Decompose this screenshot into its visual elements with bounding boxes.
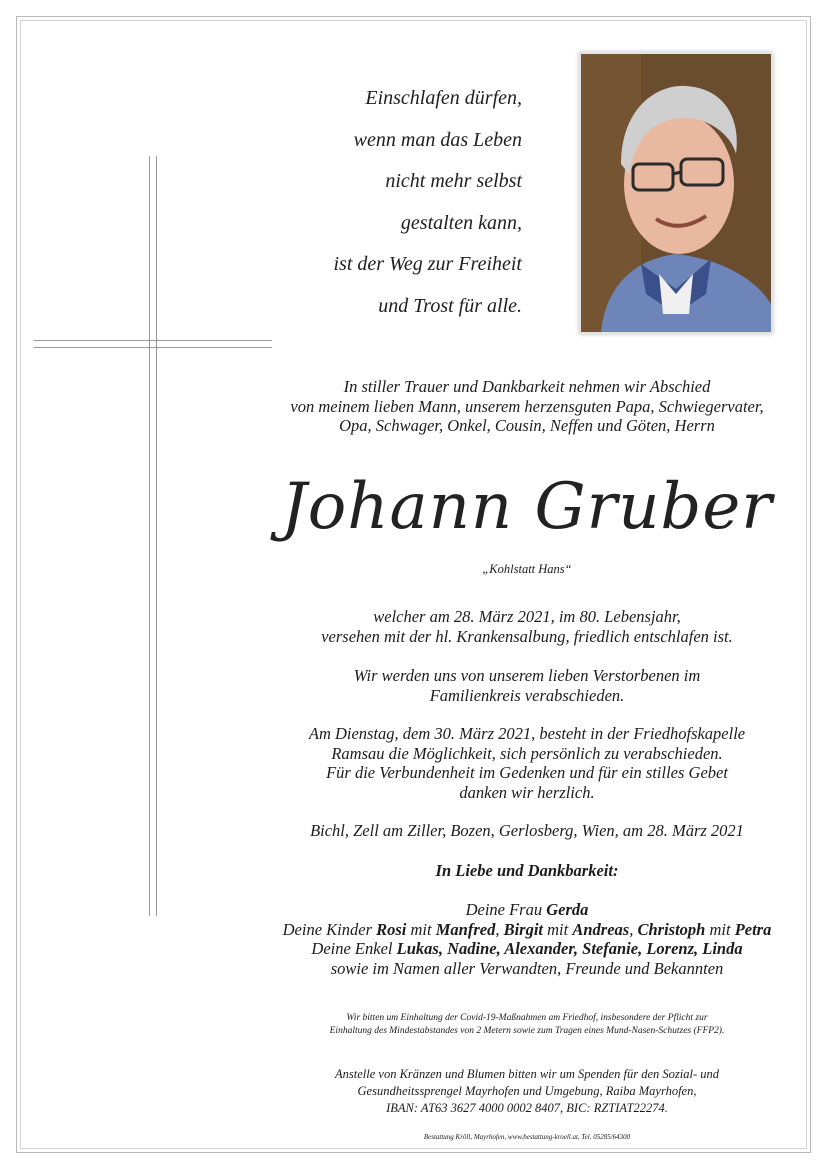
place-and-date: Bichl, Zell am Ziller, Bozen, Gerlosberg, Wien, am 28. März 2021: [310, 821, 744, 840]
death-notice-line: welcher am 28. März 2021, im 80. Lebensjahr,: [373, 607, 681, 626]
grandchildren-line: Deine Enkel Lukas, Nadine, Alexander, Stefanie, Lorenz, Linda: [311, 939, 743, 958]
separator: ,: [629, 919, 638, 939]
covid-line: Wir bitten um Einhaltung der Covid-19-Maßnahmen am Friedhof, insbesondere der Pflicht zur: [346, 1013, 708, 1023]
children-prefix: Deine Kinder: [282, 919, 377, 939]
intro-line: Opa, Schwager, Onkel, Cousin, Neffen und Göten, Herrn: [339, 416, 715, 435]
funeral-home-footer: Bestattung Kröll, Mayrhofen, www.bestattung-kroell.at, Tel. 05285/64300: [423, 1133, 631, 1141]
wife-name: Gerda: [546, 900, 589, 919]
closing-line: sowie im Namen aller Verwandten, Freunde und Bekannten: [330, 958, 724, 978]
deceased-nickname: „Kohlstatt Hans“: [482, 562, 572, 576]
farewell-line: Wir werden uns von unserem lieben Verstorbenen im: [353, 666, 701, 685]
grandchild-name: Linda: [702, 939, 743, 958]
donation-line: Anstelle von Kränzen und Blumen bitten wir um Spenden für den Sozial- und: [335, 1067, 719, 1081]
grandchild-name: Alexander: [504, 939, 574, 958]
spouse-name: Manfred: [435, 919, 496, 939]
children-line: [280, 920, 774, 940]
donation-notice: [280, 1066, 774, 1117]
poem-line: nicht mehr selbst: [385, 170, 522, 192]
intro-text: [280, 377, 774, 436]
covid-line: Einhaltung des Mindestabstandes von 2 Metern sowie zum Tragen eines Mund-Nasen-Schutzes (FFP2).: [329, 1026, 725, 1036]
portrait-image: [581, 54, 771, 332]
cross-center: [150, 341, 156, 347]
farewell-line: Familienkreis verabschieden.: [429, 685, 625, 705]
poem-line: und Trost für alle.: [378, 294, 522, 317]
wife-line: [280, 900, 774, 920]
grandchild-name: Nadine: [447, 939, 497, 958]
portrait-photo: [579, 52, 773, 334]
intro-line: In stiller Trauer und Dankbarkeit nehmen wir Abschied: [343, 377, 711, 396]
with-text: mit: [705, 919, 735, 939]
grandchild-name: Lukas: [396, 939, 439, 958]
intro-line: von meinem lieben Mann, unserem herzensguten Papa, Schwiegervater,: [290, 396, 764, 416]
child-name: Christoph: [637, 919, 706, 939]
with-text: mit: [406, 919, 436, 939]
deceased-name: Johann Gruber: [281, 470, 773, 544]
chapel-line: danken wir herzlich.: [459, 782, 595, 802]
death-notice: [280, 607, 774, 646]
poem-line: gestalten kann,: [400, 211, 522, 234]
with-text: mit: [543, 919, 573, 939]
mourners-list: [280, 900, 774, 978]
farewell-notice: [280, 666, 774, 705]
grandchildren-prefix: Deine Enkel: [311, 939, 397, 958]
poem-line: ist der Weg zur Freiheit: [333, 253, 522, 275]
wife-prefix: Deine Frau: [465, 900, 547, 919]
grandchild-name: Lorenz: [646, 939, 694, 958]
spouse-name: Petra: [734, 919, 772, 939]
cross-vertical-beam: [149, 156, 157, 916]
death-notice-line: versehen mit der hl. Krankensalbung, friedlich entschlafen ist.: [321, 626, 733, 646]
separator: ,: [495, 919, 504, 939]
covid-notice: [280, 1012, 774, 1038]
donation-line: Gesundheitssprengel Mayrhofen und Umgebung, Raiba Mayrhofen,: [357, 1084, 697, 1098]
poem-line: wenn man das Leben: [353, 128, 522, 151]
chapel-notice: [280, 724, 774, 802]
poem: [300, 78, 522, 327]
child-name: Rosi: [376, 919, 407, 939]
grandchild-name: Stefanie: [582, 939, 639, 958]
chapel-line: Für die Verbundenheit im Gedenken und für ein stilles Gebet: [326, 763, 728, 782]
poem-line: Einschlafen dürfen,: [365, 87, 522, 109]
mourners-heading: In Liebe und Dankbarkeit:: [435, 861, 619, 880]
chapel-line: Am Dienstag, dem 30. März 2021, besteht in der Friedhofskapelle: [308, 724, 746, 743]
child-name: Birgit: [503, 919, 544, 939]
donation-line: IBAN: AT63 3627 4000 0002 8407, BIC: RZTIAT22274.: [386, 1101, 668, 1115]
spouse-name: Andreas: [572, 919, 630, 939]
chapel-line: Ramsau die Möglichkeit, sich persönlich zu verabschieden.: [331, 743, 723, 763]
